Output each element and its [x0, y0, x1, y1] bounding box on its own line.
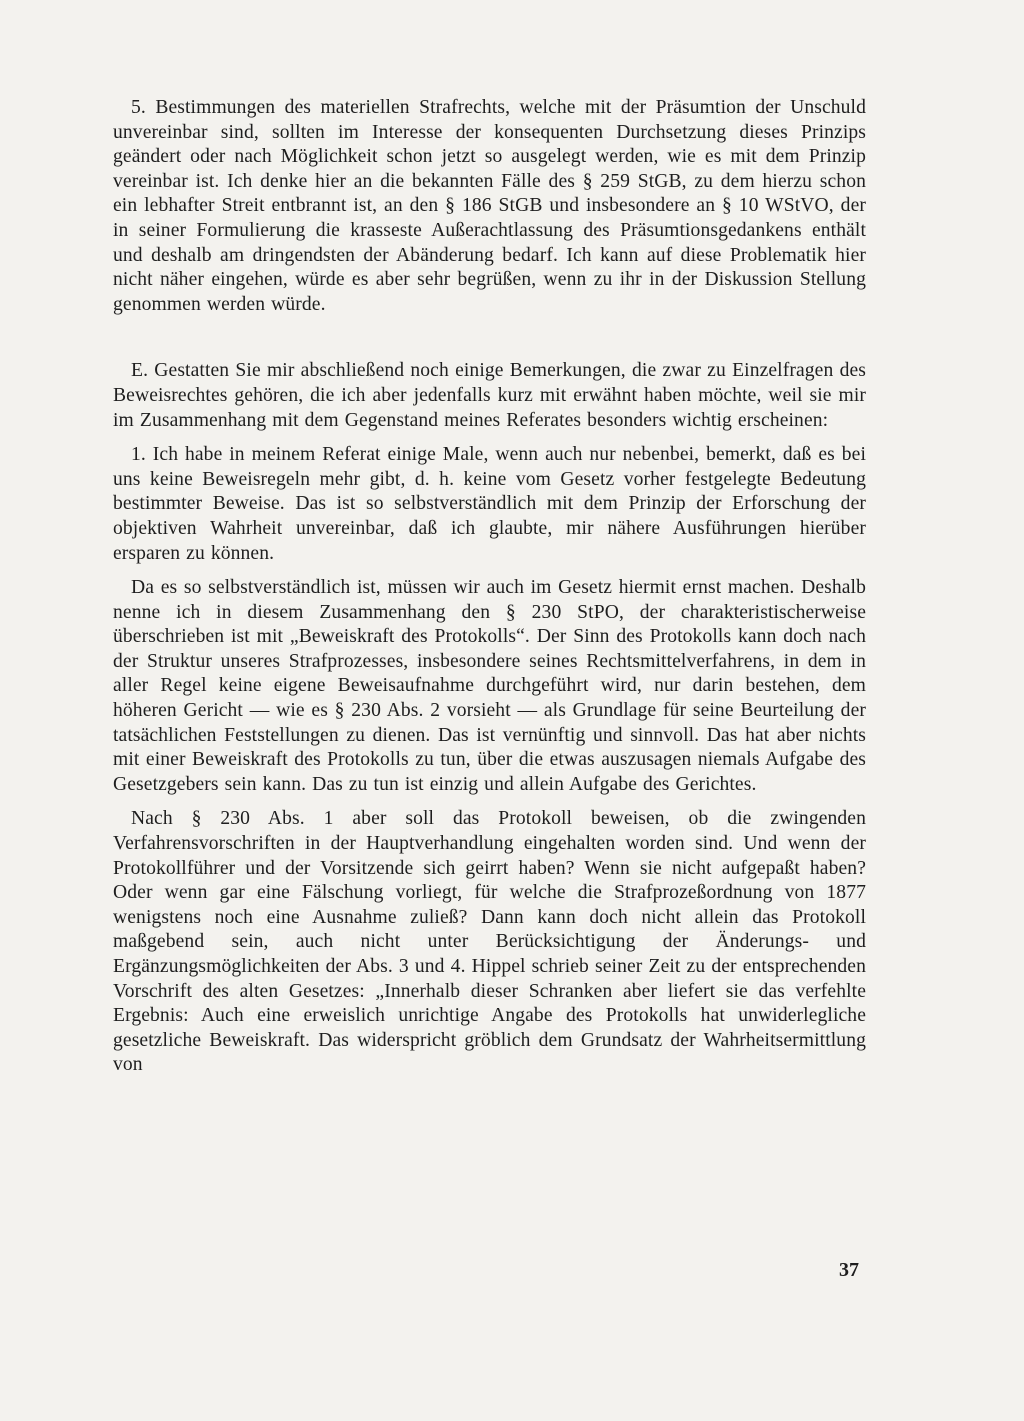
paragraph-section-5: 5. Bestimmungen des materiellen Strafrechts, welche mit der Präsumtion der Unschuld unvereinbar sind, sollten im Interesse der konsequenten Durchsetzung dieses Prinzips geändert oder nach Möglichkeit schon jetzt so ausgelegt werden, wie es mit dem Prinzip vereinbar ist. Ich denke hier an die bekannten Fälle des § 259 StGB, zu dem hierzu schon ein lebhafter Streit entbrannt ist, an den § 186 StGB und insbesondere an § 10 WStVO, der in seiner Formulierung die krasseste Außerachtlassung des Präsumtionsgedankens enthält und deshalb am dringendsten der Abänderung bedarf. Ich kann auf diese Problematik hier nicht näher eingehen, würde es aber sehr begrüßen, wenn zu ihr in der Diskussion Stellung genommen werden würde.	[113, 97, 866, 315]
page-number: 37	[839, 1259, 859, 1281]
document-page	[113, 96, 866, 1078]
paragraph-section-230: Nach § 230 Abs. 1 aber soll das Protokoll beweisen, ob die zwingenden Verfahrensvorschriften in der Hauptverhandlung eingehalten worden sind. Und wenn der Protokollführer und der Vorsitzende sich geirrt haben? Wenn sie nicht aufgepaßt haben? Oder wenn gar eine Fälschung vorliegt, für welche die Strafprozeßordnung von 1877 wenigstens noch eine Ausnahme zuließ? Dann kann doch nicht allein das Protokoll maßgebend sein, auch nicht unter Berücksichtigung der Änderungs- und Ergänzungsmöglichkeiten der Abs. 3 und 4. Hippel schrieb seiner Zeit zu der entsprechenden Vorschrift des alten Gesetzes: „Innerhalb dieser Schranken aber liefert sie das verfehlte Ergebnis: Auch eine erweislich unrichtige Angabe des Protokolls hat unwiderlegliche gesetzliche Beweiskraft. Das widerspricht gröblich dem Grundsatz der Wahrheitsermittlung von	[113, 808, 866, 1076]
paragraph-section-e: E. Gestatten Sie mir abschließend noch einige Bemerkungen, die zwar zu Einzelfragen des Beweisrechtes gehören, die ich aber jedenfalls kurz mit erwähnt haben möchte, weil sie mir im Zusammenhang mit dem Gegenstand meines Referates besonders wichtig erscheinen:	[113, 360, 866, 431]
paragraph-protocol: Da es so selbstverständlich ist, müssen wir auch im Gesetz hiermit ernst machen. Deshalb nenne ich in diesem Zusammenhang den § 230 StPO, der charakteristischerweise überschrieben ist mit „Beweiskraft des Protokolls“. Der Sinn des Protokolls kann doch nach der Struktur unseres Strafprozesses, insbesondere seines Rechtsmittelverfahrens, in dem in aller Regel keine eigene Beweisaufnahme durchgeführt wird, nur darin bestehen, dem höheren Gericht — wie es § 230 Abs. 2 vorsieht — als Grundlage für seine Beurteilung der tatsächlichen Feststellungen zu dienen. Das ist vernünftig und sinnvoll. Das hat aber nichts mit einer Beweiskraft des Protokolls zu tun, über die etwas auszusagen niemals Aufgabe des Gesetzgebers sein kann. Das zu tun ist einzig und allein Aufgabe des Gerichtes.	[113, 577, 866, 795]
paragraph-point-1: 1. Ich habe in meinem Referat einige Male, wenn auch nur nebenbei, bemerkt, daß es bei uns keine Beweisregeln mehr gibt, d. h. keine vom Gesetz vorher festgelegte Bedeutung bestimmter Beweise. Das ist so selbstverständlich mit dem Prinzip der Erforschung der objektiven Wahrheit unvereinbar, daß ich glaubte, mir nähere Ausführungen hierüber ersparen zu können.	[113, 444, 866, 564]
